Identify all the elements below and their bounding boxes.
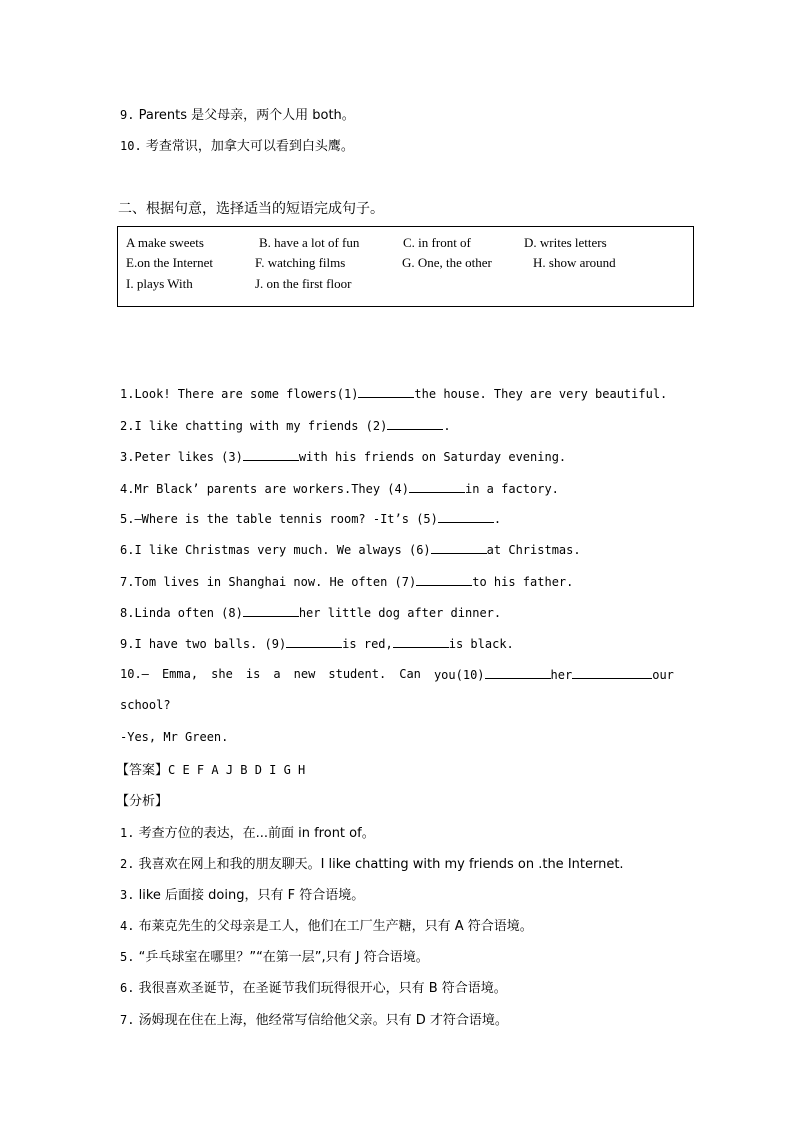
question-text: 5.—Where is the table tennis room? -It’s (5) [120, 512, 438, 526]
answer-value: C E F A J B D I G H [168, 763, 306, 777]
question-text: in a factory. [464, 482, 559, 496]
item-text: Parents 是父母亲，两个人用 both。 [138, 108, 355, 123]
answer-label: 【答案】 [116, 763, 169, 778]
question-word: Emma, [161, 667, 199, 681]
prev-analysis-item-10 [120, 135, 354, 154]
answer-blank[interactable] [243, 605, 299, 617]
question-word: 10.— [120, 667, 149, 681]
item-text: 考查常识，加拿大可以看到白头鹰。 [145, 139, 354, 154]
question-3 [120, 449, 566, 464]
item-number: 2. [120, 857, 135, 871]
question-word: you(10) [433, 668, 485, 682]
question-word: her [550, 668, 573, 682]
question-6 [120, 542, 581, 557]
option-g: G. One, the other [402, 255, 492, 270]
question-text: . [443, 419, 451, 433]
analysis-item-1 [120, 822, 375, 841]
question-text: to his father. [472, 575, 574, 589]
analysis-label: 【分析】 [116, 794, 169, 809]
option-f: F. watching films [255, 255, 346, 270]
item-text: like 后面接 doing，只有 F 符合语境。 [138, 888, 365, 903]
question-word: new [293, 667, 316, 681]
analysis-item-7 [120, 1009, 508, 1028]
option-d: D. writes letters [524, 235, 607, 250]
prev-analysis-item-9 [120, 104, 355, 123]
question-text: 1.Look! There are some flowers(1) [120, 387, 359, 401]
item-number: 4. [120, 919, 135, 933]
item-text: 我喜欢在网上和我的朋友聊天。I like chatting with my friends on .the Internet. [138, 857, 624, 872]
question-word: our [652, 668, 674, 682]
question-10-reply: -Yes, Mr Green. [120, 730, 229, 744]
question-text: with his friends on Saturday evening. [298, 450, 567, 464]
answer-blank[interactable] [286, 636, 342, 648]
option-a: A make sweets [126, 235, 204, 250]
answer-blank[interactable] [393, 636, 449, 648]
analysis-item-4 [120, 915, 533, 934]
option-i: I. plays With [126, 276, 193, 291]
item-number: 9. [120, 108, 135, 122]
item-number: 6. [120, 981, 135, 995]
question-word: she [211, 667, 233, 681]
answer-blank[interactable] [416, 574, 472, 586]
question-text: the house. They are very beautiful. [414, 387, 668, 401]
option-b: B. have a lot of fun [259, 235, 360, 250]
options-box [117, 226, 694, 307]
item-text: 汤姆现在住在上海，他经常写信给他父亲。只有 D 才符合语境。 [138, 1013, 508, 1028]
question-text: her little dog after dinner. [298, 606, 502, 620]
question-word: is [245, 667, 261, 681]
question-10 [120, 667, 674, 682]
analysis-item-6 [120, 977, 507, 996]
question-text: 7.Tom lives in Shanghai now. He often (7) [120, 575, 417, 589]
answer-blank[interactable] [438, 511, 494, 523]
question-text: 2.I like chatting with my friends (2) [120, 419, 388, 433]
question-text: is black. [448, 637, 514, 651]
item-text: 我很喜欢圣诞节，在圣诞节我们玩得很开心，只有 B 符合语境。 [138, 981, 507, 996]
answer-blank[interactable] [485, 667, 551, 679]
section-title: 二、根据句意，选择适当的短语完成句子。 [118, 201, 384, 217]
question-text: 6.I like Christmas very much. We always (6) [120, 543, 431, 557]
answer-blank[interactable] [572, 667, 652, 679]
question-10-line2: school? [120, 698, 171, 712]
item-number: 7. [120, 1013, 135, 1027]
question-5 [120, 511, 501, 526]
question-text: . [493, 512, 502, 526]
question-8 [120, 605, 501, 620]
question-text: 3.Peter likes (3) [120, 450, 243, 464]
answer-line [116, 759, 305, 778]
question-text: is red, [342, 637, 393, 651]
answer-blank[interactable] [409, 481, 465, 493]
item-number: 5. [120, 950, 135, 964]
question-7 [120, 574, 573, 589]
option-e: E.on the Internet [126, 255, 213, 270]
answer-blank[interactable] [243, 449, 299, 461]
question-9 [120, 636, 514, 651]
analysis-item-5 [120, 946, 429, 965]
question-text: 9.I have two balls. (9) [120, 637, 287, 651]
answer-blank[interactable] [431, 542, 487, 554]
question-1 [120, 386, 667, 401]
question-2 [120, 418, 451, 433]
option-c: C. in front of [403, 235, 471, 250]
answer-blank[interactable] [358, 386, 414, 398]
item-number: 10. [120, 139, 142, 153]
question-text: 4.Mr Black’ parents are workers.They (4) [120, 482, 409, 496]
item-text: 考查方位的表达，在...前面 in front of。 [138, 826, 375, 841]
analysis-item-3 [120, 884, 364, 903]
answer-blank[interactable] [387, 418, 443, 430]
item-text: 布莱克先生的父母亲是工人，他们在工厂生产糖，只有 A 符合语境。 [138, 919, 533, 934]
item-number: 1. [120, 826, 135, 840]
question-text: at Christmas. [486, 543, 581, 557]
item-text: “乒乓球室在哪里？”“在第一层”,只有 J 符合语境。 [138, 950, 429, 965]
question-word: Can [399, 667, 421, 681]
option-h: H. show around [533, 255, 616, 270]
question-word: a [273, 667, 281, 681]
option-j: J. on the first floor [255, 276, 352, 291]
analysis-item-2 [120, 853, 624, 872]
question-text: 8.Linda often (8) [120, 606, 243, 620]
question-4 [120, 481, 559, 496]
item-number: 3. [120, 888, 135, 902]
question-word: student. [328, 667, 387, 681]
